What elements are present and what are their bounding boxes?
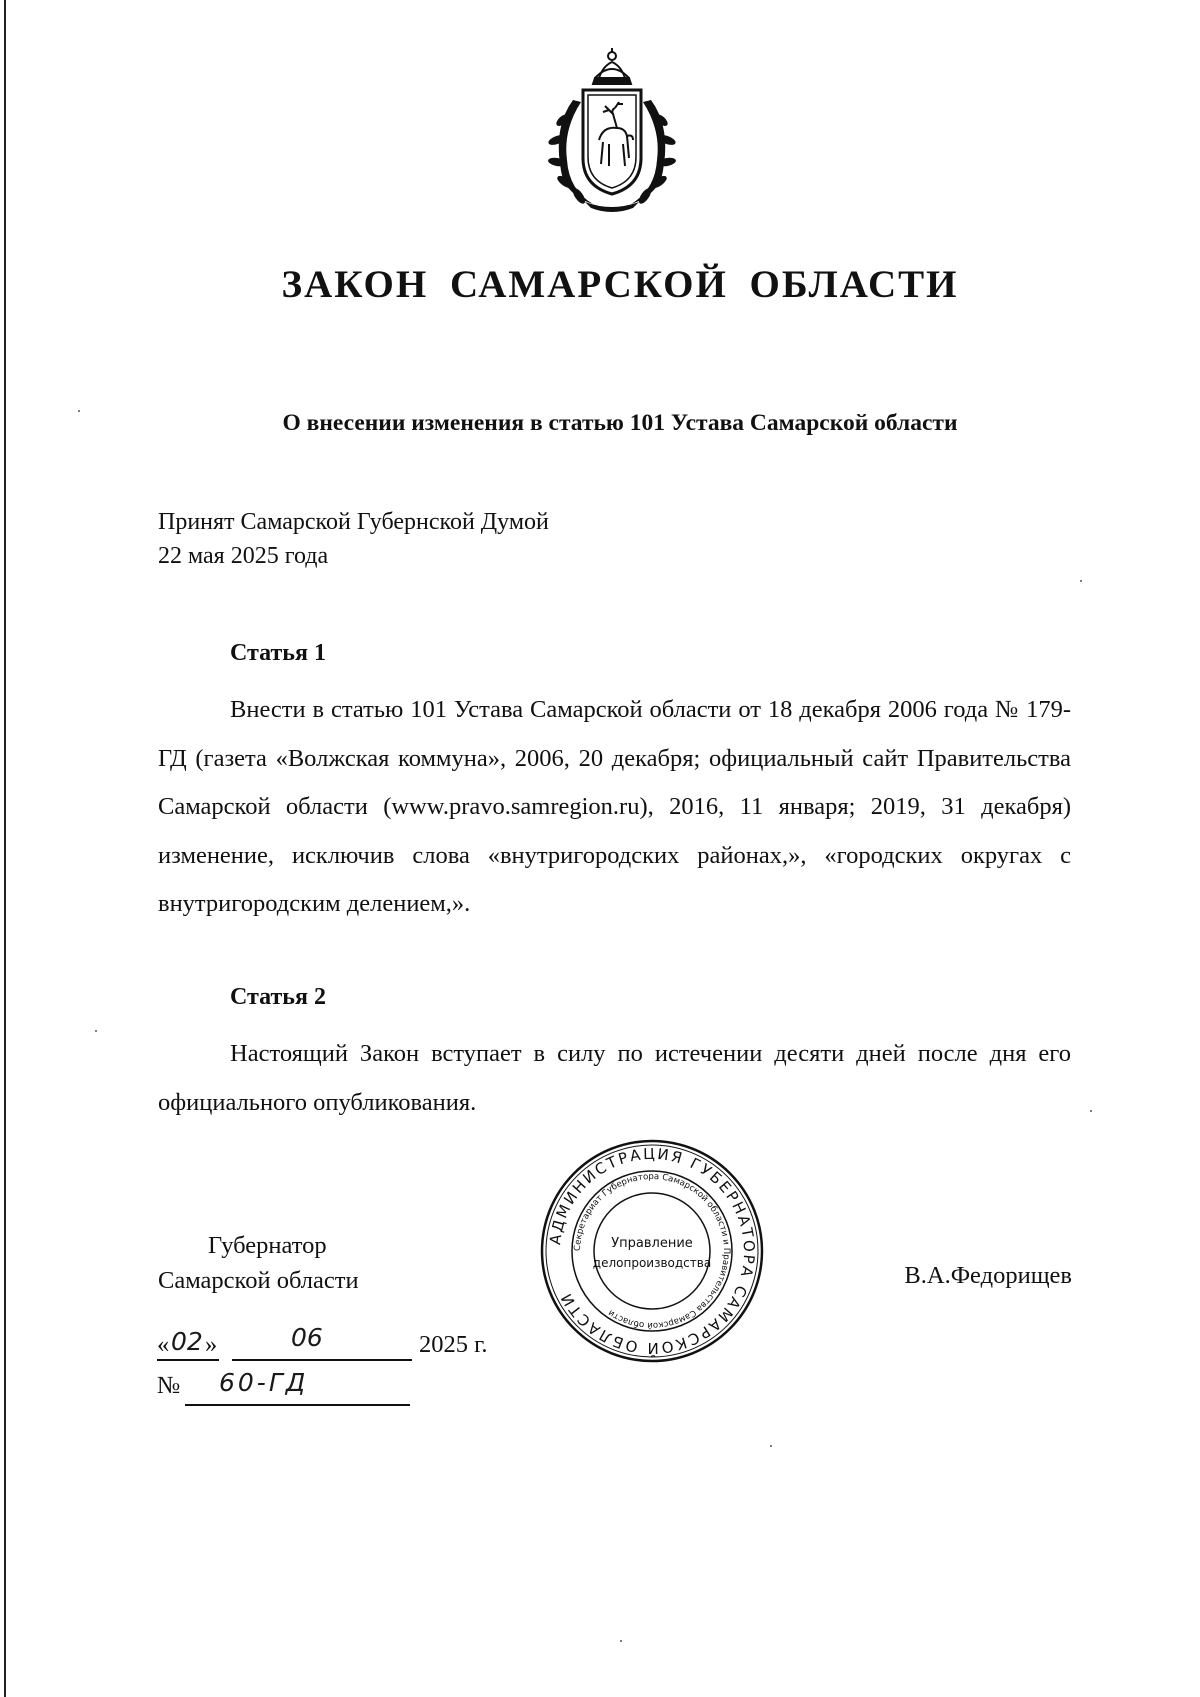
scan-speck: [1080, 580, 1082, 582]
law-number: [157, 1368, 457, 1408]
date-quote-close: »: [205, 1331, 218, 1358]
signing-year: 2025 г.: [419, 1331, 488, 1358]
article-1-text: Внести в статью 101 Устава Самарской области от 18 декабря 2006 года № 179-ГД (газета «Волжская коммуна», 2006, 20 декабря; официальный сайт Правительства Самарской области (www.pravo.samregion.ru), 2016, 11 января; 2019, 31 декабря) изменение, исключив слова «внутригородских районах,», «городских округах с внутригородским делением,».: [158, 696, 1071, 918]
adoption-date: 22 мая 2025 года: [158, 543, 329, 569]
signatory-title: [158, 1228, 359, 1298]
scan-speck: [1090, 1110, 1092, 1112]
stamp-outer-text: АДМИНИСТРАЦИЯ ГУБЕРНАТОРА САМАРСКОЙ ОБЛАСТИ: [546, 1144, 759, 1358]
stamp-center-line-1: Управление: [611, 1236, 693, 1251]
svg-text:Секретариат Губернатора Самарс: [573, 1172, 731, 1330]
signatory-title-line-2: Самарской области: [158, 1267, 359, 1294]
scan-speck: [620, 1640, 622, 1642]
signing-day: 02: [171, 1327, 203, 1356]
signatory-title-line-1: Губернатор: [208, 1232, 327, 1259]
adoption-line-1: Принят Самарской Губернской Думой: [158, 509, 549, 535]
page-edge-line: [4, 0, 6, 1697]
article-2-text: Настоящий Закон вступает в силу по истечении десяти дней после дня его официального опубликования.: [158, 1040, 1071, 1116]
document-subtitle: О внесении изменения в статью 101 Устава Самарской области: [282, 410, 958, 436]
number-underline: [185, 1404, 410, 1406]
stamp-middle-text: Секретариат Губернатора Самарской области и Правительства Самарской области: [572, 1171, 732, 1331]
coat-of-arms-emblem: [533, 40, 691, 212]
date-quote-open: «: [157, 1331, 170, 1358]
signatory-name: В.А.Федорищев: [904, 1262, 1072, 1289]
article-1-heading: Статья 1: [230, 640, 326, 666]
month-underline: [232, 1359, 412, 1361]
stamp-center-line-2: делопроизводства: [592, 1256, 712, 1270]
number-label: №: [157, 1372, 181, 1399]
adoption-info: [158, 505, 549, 573]
day-underline: [157, 1359, 219, 1361]
scan-speck: [95, 1030, 97, 1032]
law-number-value: 60-ГД: [219, 1368, 309, 1397]
signing-month: 06: [291, 1323, 323, 1352]
document-title: ЗАКОН САМАРСКОЙ ОБЛАСТИ: [281, 263, 959, 306]
scan-speck: [78, 410, 80, 412]
article-2-heading: Статья 2: [230, 984, 326, 1010]
official-stamp: [538, 1137, 766, 1365]
scan-speck: [770, 1445, 772, 1447]
signing-date: [157, 1325, 537, 1365]
